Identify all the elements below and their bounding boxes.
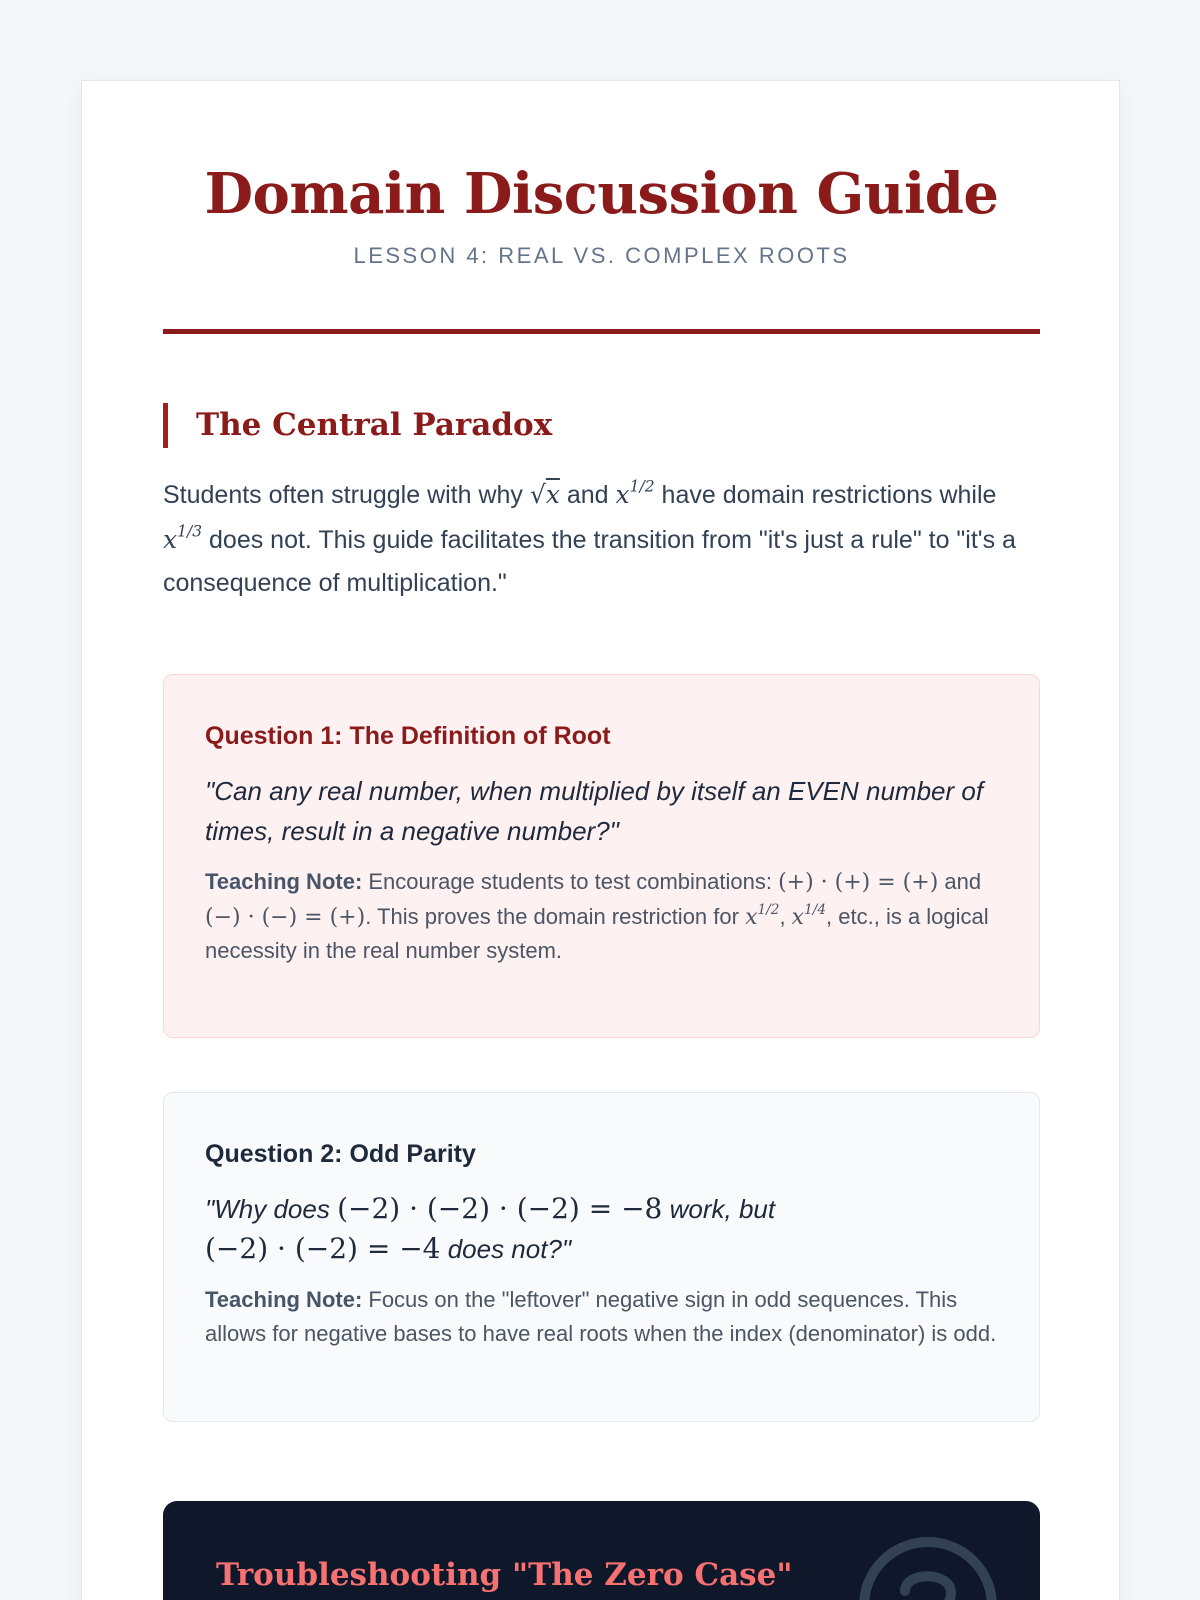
question-card-1 <box>163 674 1040 1038</box>
section-heading-central-paradox: The Central Paradox <box>163 403 552 448</box>
troubleshooting-title: Troubleshooting "The Zero Case" <box>216 1557 793 1593</box>
question-1-teaching-note: Teaching Note: Encourage students to test combinations: (+) · (+) = (+) and (−) · (−) = (+). This proves the domain restriction for $x^{1/2}$, $x^{1/4}$, etc., is a logical necessity in the real number system. <box>205 869 989 963</box>
header-divider <box>163 329 1040 334</box>
question-1-title: Question 1: The Definition of Root <box>205 722 611 750</box>
question-card-2 <box>163 1092 1040 1422</box>
question-2-teaching-note: Teaching Note: Focus on the "leftover" negative sign in odd sequences. This allows for negative bases to have real roots when the index (denominator) is odd. <box>205 1287 997 1346</box>
document-sheet <box>81 80 1120 1600</box>
question-2-quote: "Why does (−2) · (−2) · (−2) = −8 work, but (−2) · (−2) = −4 does not?" <box>205 1192 776 1265</box>
question-1-quote: "Can any real number, when multiplied by itself an EVEN number of times, result in a negative number?" <box>205 776 984 846</box>
troubleshooting-panel <box>163 1501 1040 1600</box>
page-title: Domain Discussion Guide <box>204 161 999 227</box>
lesson-subtitle: LESSON 4: REAL VS. COMPLEX ROOTS <box>353 243 850 268</box>
sqrt-expression: √x <box>529 480 560 509</box>
power-third-expression: $x^{1/3}$ <box>163 521 203 554</box>
power-half-expression: $x^{1/2}$ <box>615 477 655 509</box>
question-2-title: Question 2: Odd Parity <box>205 1140 476 1168</box>
intro-paragraph: Students often struggle with why √x and $x^{1/2}$ have domain restrictions while $x^{1/3}$ does not. This guide facilitates the transition from "it's just a rule" to "it's a consequence of multiplication." <box>163 477 1016 597</box>
question-circle-icon <box>853 1531 1003 1600</box>
